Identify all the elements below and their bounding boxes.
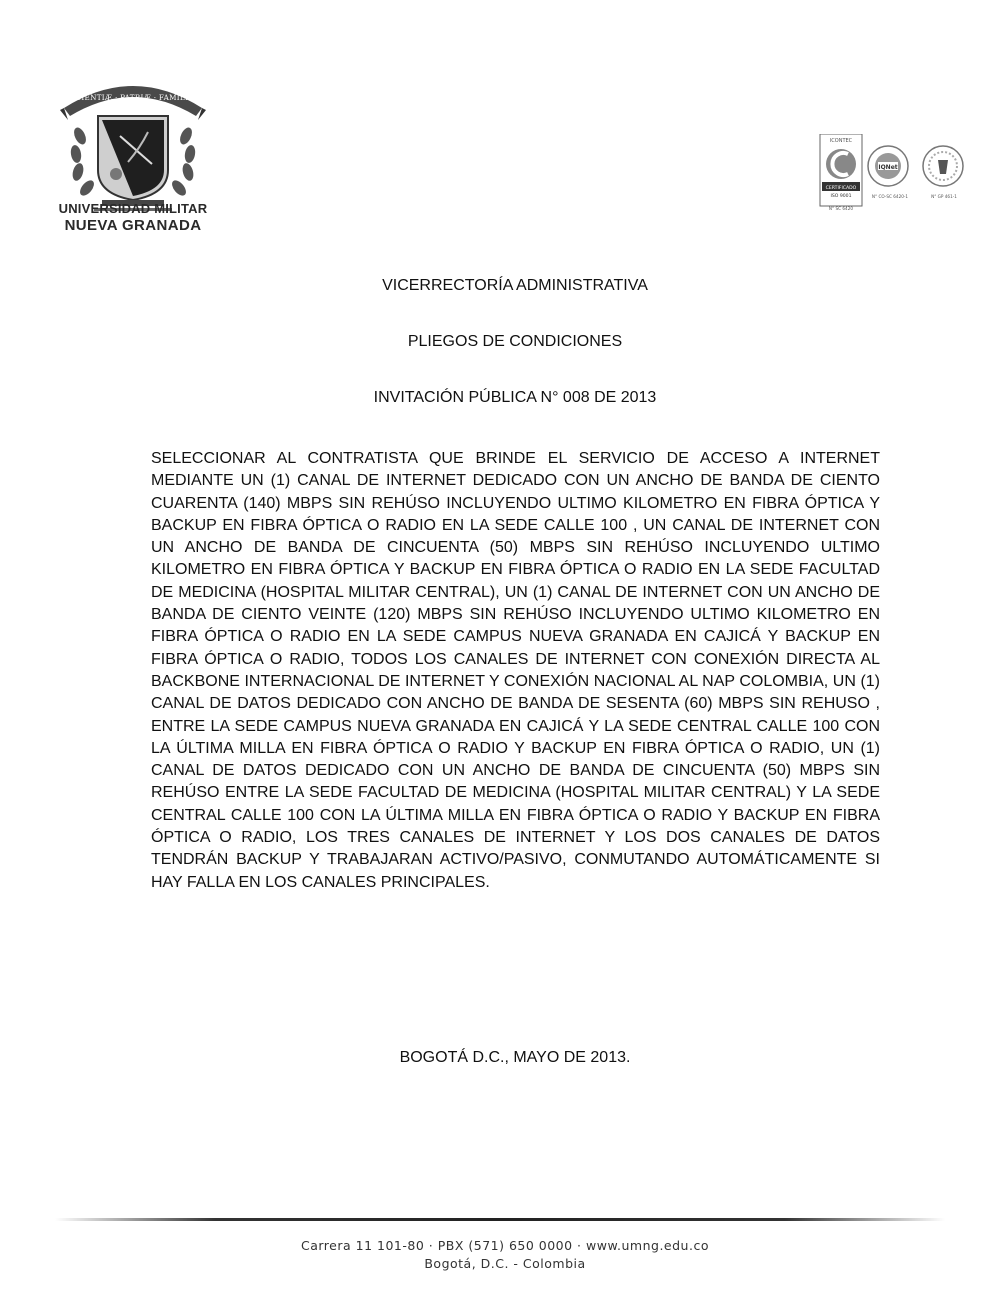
gp-number-label: N° GP 461-1 [931, 194, 957, 199]
iqnet-number-label: N° CO-SC 6420-1 [871, 194, 909, 199]
object-paragraph: SELECCIONAR AL CONTRATISTA QUE BRINDE EL SERVICIO DE ACCESO A INTERNET MEDIANTE UN (1) CANAL DE INTERNET DEDICADO CON UN ANCHO DE BANDA DE CIENTO CUARENTA (140) MBPS SIN REHÚSO INCLUYENDO ULTIMO KILOMETRO EN FIBRA ÓPTICA Y BACKUP EN FIBRA ÓPTICA O RADIO EN LA SEDE CALLE 100 , UN CANAL DE INTERNET CON UN ANCHO DE BANDA DE CINCUENTA (50) MBPS SIN REHÚSO INCLUYENDO ULTIMO KILOMETRO EN FIBRA ÓPTICA Y BACKUP EN FIBRA ÓPTICA O RADIO EN LA SEDE FACULTAD DE MEDICINA (HOSPITAL MILITAR CENTRAL), UN (1) CANAL DE INTERNET CON UN ANCHO DE BANDA DE CIENTO VEINTE (120) MBPS SIN REHÚSO INCLUYENDO ULTIMO KILOMETRO EN FIBRA ÓPTICA O RADIO EN LA SEDE CAMPUS NUEVA GRANADA EN CAJICÁ Y BACKUP EN FIBRA ÓPTICA O RADIO, TODOS LOS CANALES DE INTERNET CON CONEXIÓN DIRECTA AL BACKBONE INTERNACIONAL DE INTERNET Y CONEXIÓN NACIONAL AL NAP COLOMBIA, UN (1) CANAL DE DATOS DEDICADO CON ANCHO DE BANDA DE SESENTA (60) MBPS SIN REHUSO , ENTRE LA SEDE CAMPUS NUEVA GRANADA EN CAJICÁ Y LA SEDE CENTRAL CALLE 100 CON LA ÚLTIMA MILLA EN FIBRA ÓPTICA O RADIO Y BACKUP EN FIBRA ÓPTICA O RADIO, UN (1) CANAL DE DATOS DEDICADO CON UN ANCHO DE BANDA DE CINCUENTA (50) MBPS SIN REHÚSO ENTRE LA SEDE FACULTAD DE MEDICINA (HOSPITAL MILITAR CENTRAL) Y LA SEDE CENTRAL CALLE 100 CON LA ÚLTIMA MILLA EN FIBRA ÓPTICA O RADIO Y BACKUP EN FIBRA ÓPTICA O RADIO, LOS TRES CANALES DE INTERNET Y LOS DOS CANALES DE DATOS TENDRÁN BACKUP Y TRABAJARAN ACTIVO/PASIVO, CONMUTANDO AUTOMÁTICAMENTE SI HAY FALLA EN LOS CANALES PRINCIPALES. [151, 450, 880, 891]
icontec-top-label: ICONTEC [829, 138, 853, 144]
icontec-certificado-label: CERTIFICADO [825, 186, 857, 191]
invitation-heading: INVITACIÓN PÚBLICA N° 008 DE 2013 [373, 389, 657, 406]
icontec-number-label: N° SC 6420 [828, 206, 854, 211]
office-heading: VICERRECTORÍA ADMINISTRATIVA [382, 277, 648, 294]
icontec-iso-label: ISO 9001 [830, 194, 852, 199]
document-type-heading: PLIEGOS DE CONDICIONES [407, 333, 623, 350]
iqnet-seal-icon [868, 146, 908, 199]
icontec-seal-icon [820, 134, 862, 211]
footer-city: Bogotá, D.C. - Colombia [424, 1256, 586, 1271]
gp-seal-icon [923, 146, 963, 199]
certification-seals [818, 134, 966, 212]
place-date: BOGOTÁ D.C., MAYO DE 2013. [399, 1049, 631, 1066]
university-name-line2: NUEVA GRANADA [64, 217, 202, 234]
university-name-line1: UNIVERSIDAD MILITAR [58, 201, 208, 216]
logo-motto: SCIENTIÆ · PATRIÆ · FAMILIÆ [70, 93, 196, 102]
footer-address: Carrera 11 101-80 · PBX (571) 650 0000 · www.umng.edu.co [301, 1238, 709, 1253]
iqnet-label: IQNet [878, 164, 898, 171]
footer-divider [55, 1218, 945, 1221]
university-name [58, 200, 208, 234]
